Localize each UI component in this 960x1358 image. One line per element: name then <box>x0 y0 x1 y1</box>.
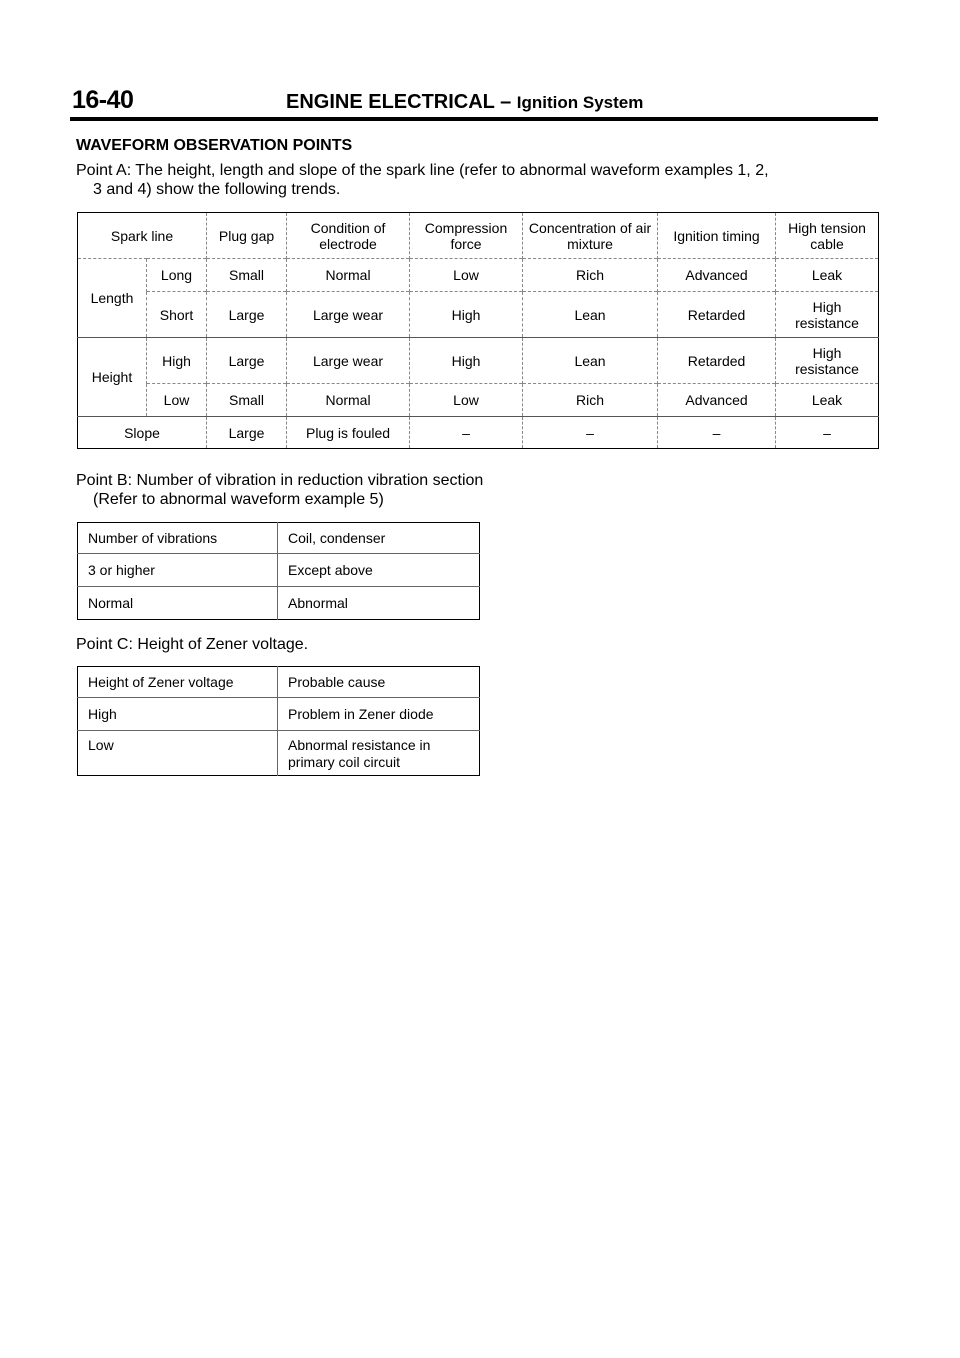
table-row <box>78 667 480 698</box>
table-row <box>78 338 879 384</box>
cell-sub: Low <box>147 384 207 417</box>
group-length: Length <box>78 259 147 338</box>
cell-compression: Low <box>410 384 523 417</box>
cell: Low <box>78 731 278 776</box>
cell-concentration: – <box>523 417 658 449</box>
cell-compression: Low <box>410 259 523 292</box>
cell-cable: High resistance <box>776 292 879 338</box>
cell-timing: Retarded <box>658 292 776 338</box>
cell-concentration: Lean <box>523 292 658 338</box>
spark-line-trends-table <box>77 212 879 449</box>
point-c-line: Point C: Height of Zener voltage. <box>76 636 309 653</box>
point-a-line1: Point A: The height, length and slope of the spark line (refer to abnormal waveform examples 1, 2, <box>76 162 769 179</box>
cell-condition: Normal <box>287 259 410 292</box>
cell-condition: Plug is fouled <box>287 417 410 449</box>
cell-timing: – <box>658 417 776 449</box>
cell-cable: High resistance <box>776 338 879 384</box>
header-condition: Condition of electrode <box>287 213 410 259</box>
cell-sub: High <box>147 338 207 384</box>
cell-compression: High <box>410 292 523 338</box>
table-row <box>78 292 879 338</box>
cell: Normal <box>78 587 278 620</box>
table-row <box>78 259 879 292</box>
cell-timing: Advanced <box>658 259 776 292</box>
point-a-line2: 3 and 4) show the following trends. <box>93 181 341 198</box>
cell-plug-gap: Large <box>207 292 287 338</box>
cell: Height of Zener voltage <box>88 674 234 690</box>
header-compression: Compression force <box>410 213 523 259</box>
cell-sub: Short <box>147 292 207 338</box>
cell-concentration: Rich <box>523 259 658 292</box>
cell: Coil, condenser <box>278 523 480 554</box>
cell-compression: High <box>410 338 523 384</box>
cell: Abnormal <box>278 587 480 620</box>
table-row <box>78 523 480 554</box>
table-row <box>78 384 879 417</box>
cell-plug-gap: Small <box>207 384 287 417</box>
table-a-header-row <box>78 213 879 259</box>
cell-timing: Advanced <box>658 384 776 417</box>
section-title: WAVEFORM OBSERVATION POINTS <box>76 137 353 154</box>
chapter-title-text: ENGINE ELECTRICAL – <box>286 91 512 113</box>
group-height: Height <box>78 338 147 417</box>
table-row <box>78 554 480 587</box>
table-row <box>78 417 879 449</box>
cell: Abnormal resistance in primary coil circuit <box>278 731 480 776</box>
header-timing: Ignition timing <box>658 213 776 259</box>
vibration-table <box>77 522 480 620</box>
cell-plug-gap: Large <box>207 417 287 449</box>
group-slope: Slope <box>78 417 207 449</box>
chapter-subtitle: Ignition System <box>516 93 644 112</box>
header-concentration: Concentration of air mixture <box>523 213 658 259</box>
cell: High <box>78 698 278 731</box>
cell-cable: Leak <box>776 384 879 417</box>
cell-plug-gap: Large <box>207 338 287 384</box>
table-row <box>78 731 480 776</box>
header-rule <box>70 117 878 121</box>
cell-condition: Normal <box>287 384 410 417</box>
cell-condition: Large wear <box>287 338 410 384</box>
cell-timing: Retarded <box>658 338 776 384</box>
table-row <box>78 698 480 731</box>
header-cable: High tension cable <box>776 213 879 259</box>
chapter-title <box>286 91 643 114</box>
cell-plug-gap: Small <box>207 259 287 292</box>
table-row <box>78 587 480 620</box>
header-spark-line: Spark line <box>110 227 174 244</box>
zener-voltage-table <box>77 666 480 776</box>
point-b-line2: (Refer to abnormal waveform example 5) <box>93 491 384 508</box>
page-number: 16-40 <box>72 86 134 114</box>
cell-condition: Large wear <box>287 292 410 338</box>
cell: Problem in Zener diode <box>278 698 480 731</box>
cell: 3 or higher <box>78 554 278 587</box>
cell-sub: Long <box>147 259 207 292</box>
header-plug-gap: Plug gap <box>207 213 287 259</box>
cell: Probable cause <box>278 667 480 698</box>
cell-cable: – <box>776 417 879 449</box>
point-b-line1: Point B: Number of vibration in reduction vibration section <box>76 472 484 489</box>
cell-concentration: Lean <box>523 338 658 384</box>
cell-compression: – <box>410 417 523 449</box>
cell: Except above <box>278 554 480 587</box>
cell-concentration: Rich <box>523 384 658 417</box>
cell: Number of vibrations <box>88 530 218 546</box>
cell-cable: Leak <box>776 259 879 292</box>
